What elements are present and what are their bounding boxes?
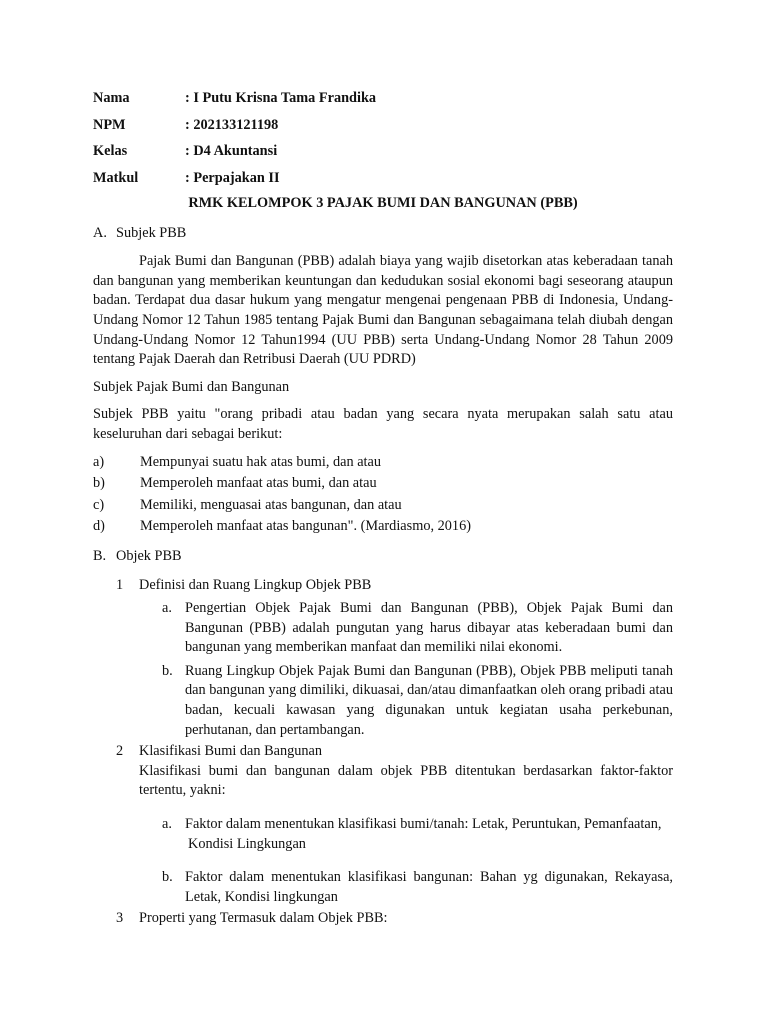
identity-row-nama — [93, 86, 673, 113]
list-item — [93, 474, 673, 494]
list-item — [93, 496, 673, 516]
identity-value: : Perpajakan II — [185, 169, 280, 186]
sub-item — [139, 815, 673, 854]
identity-row-kelas — [93, 139, 673, 166]
sub-text: Pengertian Objek Pajak Bumi dan Bangunan (PBB), Objek Pajak Bumi dan Bangunan (PBB) adalah pungutan yang harus dibayar atas keberadaan bumi dan bangunan yang memberikan manfaat dan memiliki nilai ekonomi. — [185, 600, 673, 656]
item-number: 2 — [116, 743, 124, 760]
sub-text — [185, 815, 673, 854]
item-number: 1 — [116, 576, 124, 593]
item-paragraph: Klasifikasi bumi dan bangunan dalam objek PBB ditentukan berdasarkan faktor-faktor tertentu, yakni: — [139, 762, 673, 799]
list-marker: d) — [93, 518, 105, 535]
section-marker: A. — [93, 224, 107, 241]
identity-value: : D4 Akuntansi — [185, 143, 278, 160]
section-marker: B. — [93, 547, 107, 564]
list-item — [93, 453, 673, 473]
document-content — [93, 86, 673, 929]
sub-text: Faktor dalam menentukan klasifikasi bangunan: Bahan yg digunakan, Rekayasa, Letak, Kondisi lingkungan — [185, 869, 673, 905]
sub-marker: a. — [162, 816, 172, 833]
identity-label: NPM — [93, 116, 126, 133]
identity-label: Nama — [93, 90, 130, 107]
item-body — [139, 576, 673, 741]
section-a-subheading: Subjek Pajak Bumi dan Bangunan — [93, 378, 290, 395]
identity-label: Matkul — [93, 169, 139, 186]
numbered-item-2 — [93, 742, 673, 907]
list-text: Memiliki, menguasai atas bangunan, dan atau — [140, 496, 402, 513]
sub-text-line: Kondisi Lingkungan — [188, 835, 306, 852]
list-text: Mempunyai suatu hak atas bumi, dan atau — [140, 453, 382, 470]
identity-label: Kelas — [93, 143, 128, 160]
identity-value: : 202133121198 — [185, 116, 279, 133]
section-b-heading — [93, 547, 673, 567]
item-body — [139, 742, 673, 907]
item-title: Definisi dan Ruang Lingkup Objek PBB — [139, 576, 372, 593]
list-marker: c) — [93, 496, 105, 513]
numbered-item-1 — [93, 576, 673, 741]
sub-marker: b. — [162, 662, 173, 679]
subject-criteria-list — [93, 453, 673, 537]
list-marker: b) — [93, 475, 105, 492]
section-a-definition: Subjek PBB yaitu "orang pribadi atau badan yang secara nyata merupakan salah satu atau keseluruhan dari sebagai berikut: — [93, 406, 673, 442]
list-text: Memperoleh manfaat atas bangunan". (Mardiasmo, 2016) — [140, 518, 471, 535]
list-item — [93, 517, 673, 537]
section-title: Subjek PBB — [116, 224, 187, 241]
item-body — [139, 909, 673, 929]
sub-text-line: Faktor dalam menentukan klasifikasi bumi/tanah: Letak, Peruntukan, Pemanfaatan, — [185, 816, 662, 833]
sub-text: Ruang Lingkup Objek Pajak Bumi dan Bangunan (PBB), Objek PBB meliputi tanah dan bangunan yang dimiliki, dikuasai, dan/atau dimanfaatkan oleh orang pribadi atau badan, kecuali kawasan yang digunakan untuk kegiatan usaha perkebunan, perhutanan, dan pertambangan. — [185, 662, 673, 738]
identity-row-matkul — [93, 166, 673, 193]
identity-value: : I Putu Krisna Tama Frandika — [185, 90, 377, 107]
sub-marker: a. — [162, 600, 172, 617]
sub-item — [139, 662, 673, 740]
item-title: Klasifikasi Bumi dan Bangunan — [139, 743, 323, 760]
identity-row-npm — [93, 113, 673, 140]
section-a-heading — [93, 224, 673, 244]
sub-item — [139, 868, 673, 907]
section-title: Objek PBB — [116, 547, 182, 564]
sub-item — [139, 599, 673, 658]
item-title: Properti yang Termasuk dalam Objek PBB: — [139, 910, 388, 927]
list-marker: a) — [93, 453, 105, 470]
section-a-intro-paragraph: Pajak Bumi dan Bangunan (PBB) adalah biaya yang wajib disetorkan atas keberadaan tanah dan bangunan yang memberikan keuntungan dan kedudukan sosial ekonomi bagi seseorang ataupun badan. Terdapat dua dasar hukum yang mengatur mengenai pengenaan PBB di Indonesia, Undang-Undang Nomor 12 Tahun 1985 tentang Pajak Bumi dan Bangunan sebagaimana telah diubah dengan Undang-Undang Nomor 12 Tahun1994 (UU PBB) serta Undang-Undang Nomor 28 Tahun 2009 tentang Pajak Daerah dan Retribusi Daerah (UU PDRD) — [93, 253, 673, 368]
document-title: RMK KELOMPOK 3 PAJAK BUMI DAN BANGUNAN (PBB) — [188, 195, 578, 211]
numbered-item-3 — [93, 909, 673, 929]
sub-marker: b. — [162, 869, 173, 886]
list-text: Memperoleh manfaat atas bumi, dan atau — [140, 475, 377, 492]
item-number: 3 — [116, 910, 124, 927]
